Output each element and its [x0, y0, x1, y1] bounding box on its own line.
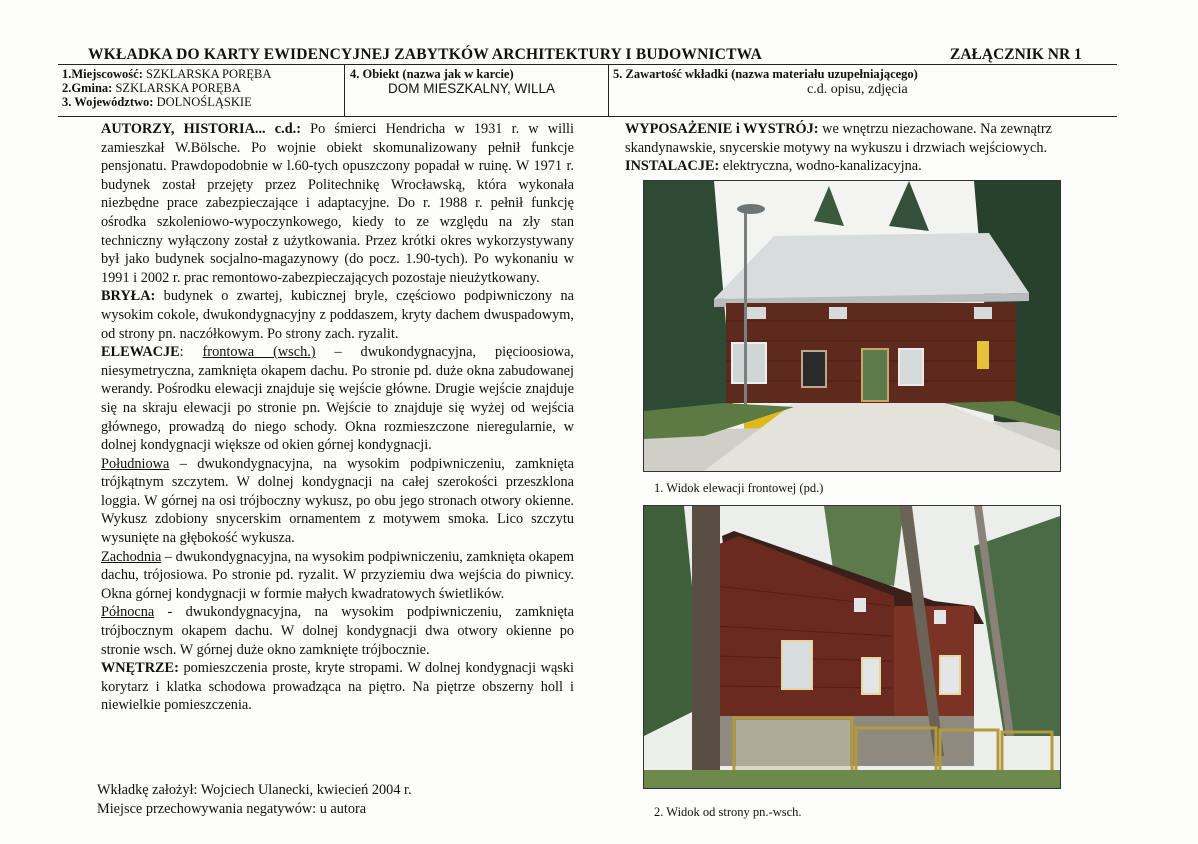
commune-label: 2.Gmina:	[62, 81, 116, 95]
contents-value: c.d. opisu, zdjęcia	[807, 82, 908, 97]
equipment-column	[625, 120, 1105, 176]
document-title: WKŁADKA DO KARTY EWIDENCYJNEJ ZABYTKÓW ARCHITEKTURY I BUDOWNICTWA	[88, 46, 763, 63]
installations-text: elektryczna, wodno-kanalizacyjna.	[719, 158, 922, 175]
interior-text: pomieszczenia proste, kryte stropami. W dolnej kondygnacji wąski korytarz i klatka schodowa prowadząca na piętro. Na piętrze obszerny holl i niewielkie pomieszczenia.	[101, 660, 574, 714]
header-bottom-rule	[58, 116, 1117, 117]
header-divider-1	[344, 64, 345, 116]
installations-heading: INSTALACJE:	[625, 158, 720, 175]
equipment-heading: WYPOSAŻENIE i WYSTRÓJ:	[625, 121, 819, 137]
equipment-text: we wnętrzu niezachowane. Na zewnątrz skandynawskie, snycerskie motywy na wykuszu i drzwiach wejściowych.	[625, 121, 1052, 156]
photo-front-elevation-image	[644, 181, 1060, 471]
commune-value: SZKLARSKA PORĘBA	[115, 81, 241, 95]
north-elevation-text: - dwukondygnacyjna, na wysokim podpiwniczeniu, zamknięta trójbocznym okapem dachu. W dolnej kondygnacji dwa otwory okienne po stronie wsch. W górnej duże okno zamknięte trójbocznie.	[101, 604, 574, 658]
bryla-paragraph	[101, 287, 574, 343]
object-label: 4. Obiekt (nazwa jak w karcie)	[350, 67, 514, 81]
description-column	[101, 120, 574, 715]
object-value: DOM MIESZKALNY, WILLA	[388, 81, 556, 96]
south-elevation-paragraph	[101, 455, 574, 548]
locality-label: 1.Miejscowość:	[62, 67, 146, 81]
annex-number: ZAŁĄCZNIK NR 1	[950, 46, 1082, 63]
north-elevation-label: Północna	[101, 604, 155, 621]
north-elevation-paragraph	[101, 603, 574, 659]
elevations-colon: :	[179, 344, 203, 361]
south-elevation-text: – dwukondygnacyjna, na wysokim podpiwniczeniu, zamknięta trójkątnym szczytem. W dolnej kondygnacji na całej szerokości przeszklona loggia. W górnej na osi trójboczny wykusz, po obu jego stronach otwory okienne. Wykusz zdobiony snycerskim ornamentem z motywem smoka. Lico szczytu wysunięte na głębokość wykusza.	[101, 455, 574, 547]
bryla-text: budynek o zwartej, kubicznej bryle, częściowo podpiwniczony na wysokim cokole, dwukondygnacyjny z poddaszem, kryty dachem dwuspadowym, od strony pn. naczółkowym. Po strony zach. ryzalit.	[101, 288, 574, 342]
footer-author: Wkładkę założył: Wojciech Ulanecki, kwiecień 2004 r.	[97, 782, 412, 798]
west-elevation-text: – dwukondygnacyjna, na wysokim podpiwniczeniu, zamknięta okapem dachu, trójosiowa. Po stronie pd. ryzalit. W przyziemiu dwa wejścia do piwnicy. Okna górnej kondygnacji w formie małych kwadratowych świetlików.	[101, 548, 574, 602]
authors-text: Po śmierci Hendricha w 1931 r. w willi zamieszkał W.Bölsche. Po wojnie obiekt skomunalizowany pełnił funkcje pensjonatu. Prawdopodobnie w l.60-tych opuszczony popadał w ruinę. W 1971 r. budynek został przejęty przez Politechnikę Wrocławską, która wykonała niezbędne prace zabezpieczające i adaptacyjne. Do r. 1988 r. pełnił funkcję ośrodka szkoleniowo-wypoczynkowego, kiedy to ze względu na zły stan techniczny wyłączony został z użytkowania. Przez krótki okres wykorzystywany był jako budynek socjalno-magazynowy (do pocz. 1.90-tych). Po wykonaniu w 1991 i 2002 r. prac remontowo-zabezpieczających pozostaje nieużytkowany.	[101, 121, 574, 286]
west-elevation-label: Zachodnia	[101, 548, 162, 565]
header-cell-location	[62, 67, 342, 109]
elevations-heading: ELEWACJE	[101, 344, 180, 361]
voivodeship-value: DOLNOŚLĄSKIE	[156, 95, 252, 109]
interior-paragraph	[101, 659, 574, 715]
locality-value: SZKLARSKA PORĘBA	[146, 67, 272, 81]
header-divider-2	[608, 64, 609, 116]
bryla-heading: BRYŁA:	[101, 288, 156, 305]
card-footer	[97, 781, 577, 819]
contents-label: 5. Zawartość wkładki (nazwa materiału uzupełniającego)	[613, 67, 918, 81]
west-elevation-paragraph	[101, 548, 574, 604]
header-top-rule	[58, 64, 1117, 65]
installations-paragraph	[625, 157, 1105, 176]
photo2-caption: 2. Widok od strony pn.-wsch.	[654, 805, 802, 819]
front-elevation-label: frontowa (wsch.)	[202, 344, 316, 361]
authors-history-paragraph	[101, 120, 574, 287]
elevations-paragraph	[101, 343, 574, 455]
south-elevation-label: Południowa	[101, 455, 170, 472]
photo-front-elevation	[643, 180, 1061, 472]
footer-negatives: Miejsce przechowywania negatywów: u autora	[97, 801, 367, 817]
voivodeship-label: 3. Województwo:	[62, 95, 157, 109]
photo1-caption: 1. Widok elewacji frontowej (pd.)	[654, 481, 824, 495]
header-cell-object	[350, 67, 606, 96]
photo-north-east-view	[643, 505, 1061, 789]
authors-heading: AUTORZY, HISTORIA... c.d.:	[101, 121, 301, 137]
front-elevation-text: – dwukondygnacyjna, pięcioosiowa, niesymetryczna, zamknięta okapem dachu. Po stronie pd. duże okna zabudowanej werandy. Pośrodku elewacji znajduje się wejście główne. Drugie wejście znajduje się na skraju elewacji po stronie pn. Wejście to znajduje się wyżej od wejścia głównego, prowadzą do niego schody. Okna rozmieszczone nieregularnie, w dolnej kondygnacji większe od okien górnej kondygnacji.	[101, 344, 575, 454]
interior-heading: WNĘTRZE:	[101, 660, 179, 677]
header-cell-contents	[613, 67, 1113, 97]
photo-north-east-view-image	[644, 506, 1060, 788]
equipment-paragraph	[625, 120, 1105, 157]
